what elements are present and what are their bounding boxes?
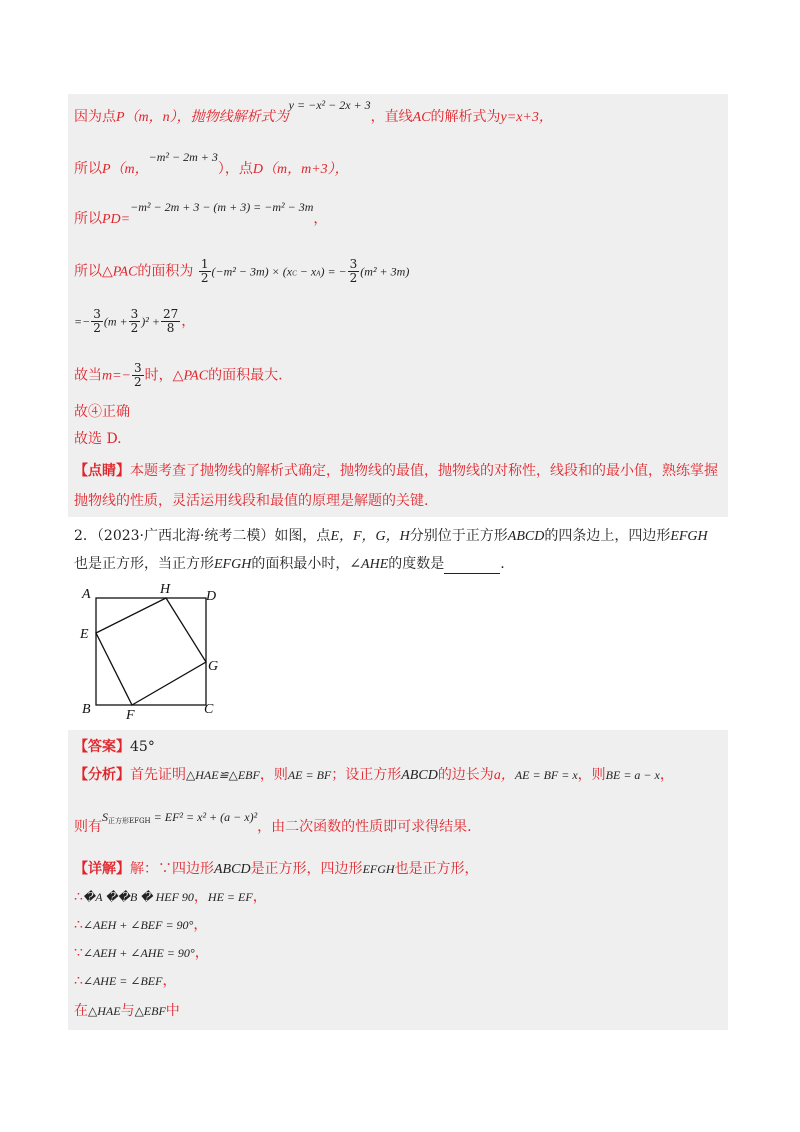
label-b: B [82,702,91,717]
solution-line-7: 故④正确 [74,404,130,420]
fraction: $\frac{3}{2}$ [349,257,358,285]
tip-line-2: 抛物线的性质，灵活运用线段和最值的原理是解题的关键. [74,493,429,509]
fraction: $\frac{1}{2}$ [200,257,209,285]
answer-blank[interactable] [444,559,500,574]
square-abcd [96,598,206,705]
label-c: C [204,702,214,717]
problem-line-1: 2．（2023·广西北海·统考二模）如图，点E，F，G，H分别位于正方形ABCD的四条边上，四边形EFGH [74,528,708,544]
detail-line-3: ∴∠AEH + ∠BEF = 90°， [74,917,208,933]
detail-line-2: ∴�A ��B � HEF 90，HE = EF， [74,889,267,905]
answer-line: 【答案】45° [74,739,155,755]
label-d: D [206,589,217,604]
solution-line-1: 因为点P（m，n），抛物线解析式为y = −x² − 2x + 3，直线AC的解析式为y=x+3， [74,98,553,125]
square-figure [74,580,234,725]
detail-line-5: ∴∠AHE = ∠BEF， [74,973,177,989]
fraction: $\frac{27}{8}$ [162,307,179,335]
solution-line-5: =− $\frac{3}{2}$ (m + $\frac{3}{2}$ )² + $\frac{27}{8}$ ， [74,307,196,335]
label-f: F [126,708,135,723]
fraction: $\frac{3}{2}$ [130,307,139,335]
tip-line-1: 【点睛】本题考查了抛物线的解析式确定，抛物线的最值，抛物线的对称性，线段和的最小值，熟练掌握 [74,463,718,479]
analysis-line-2: 则有$S^{正方形EFGH} = EF^2 = x^2 + (a - x)^2$，由二次函数的性质即可求得结果. [74,810,472,835]
solution-line-2: 所以P（m，−m² − 2m + 3），点D（m，m+3）， [74,150,349,177]
solution-line-8: 故选 D. [74,431,122,447]
detail-line-1: 【详解】解：∵四边形ABCD是正方形，四边形EFGH也是正方形， [74,861,479,877]
analysis-line-1: 【分析】首先证明△HAE≌△EBF，则AE = BF；设正方形ABCD的边长为a，AE = BF = x，则BE = a − x， [74,767,674,783]
square-efgh [96,598,206,705]
detail-line-4: ∵∠AEH + ∠AHE = 90°， [74,945,209,961]
solution-line-4: 所以△PAC的面积为 $\frac{1}{2}$ (−m² − 3m) × (xC − xA) = − $\frac{3}{2}$ (m² + 3m) [74,257,410,285]
solution-line-3: 所以PD=−m² − 2m + 3 − (m + 3) = −m² − 3m， [74,200,328,227]
problem-line-2: 也是正方形，当正方形EFGH的面积最小时，∠AHE的度数是 . [74,556,505,572]
solution-line-6: 故当m=− $\frac{3}{2}$ 时，△PAC的面积最大. [74,361,283,389]
label-g: G [208,659,219,674]
fraction: $\frac{3}{2}$ [134,361,142,389]
fraction: $\frac{3}{2}$ [93,307,101,335]
label-e: E [80,627,89,642]
label-h: H [160,582,171,597]
label-a: A [82,587,91,602]
detail-line-6: 在△HAE与△EBF中 [74,1003,180,1019]
